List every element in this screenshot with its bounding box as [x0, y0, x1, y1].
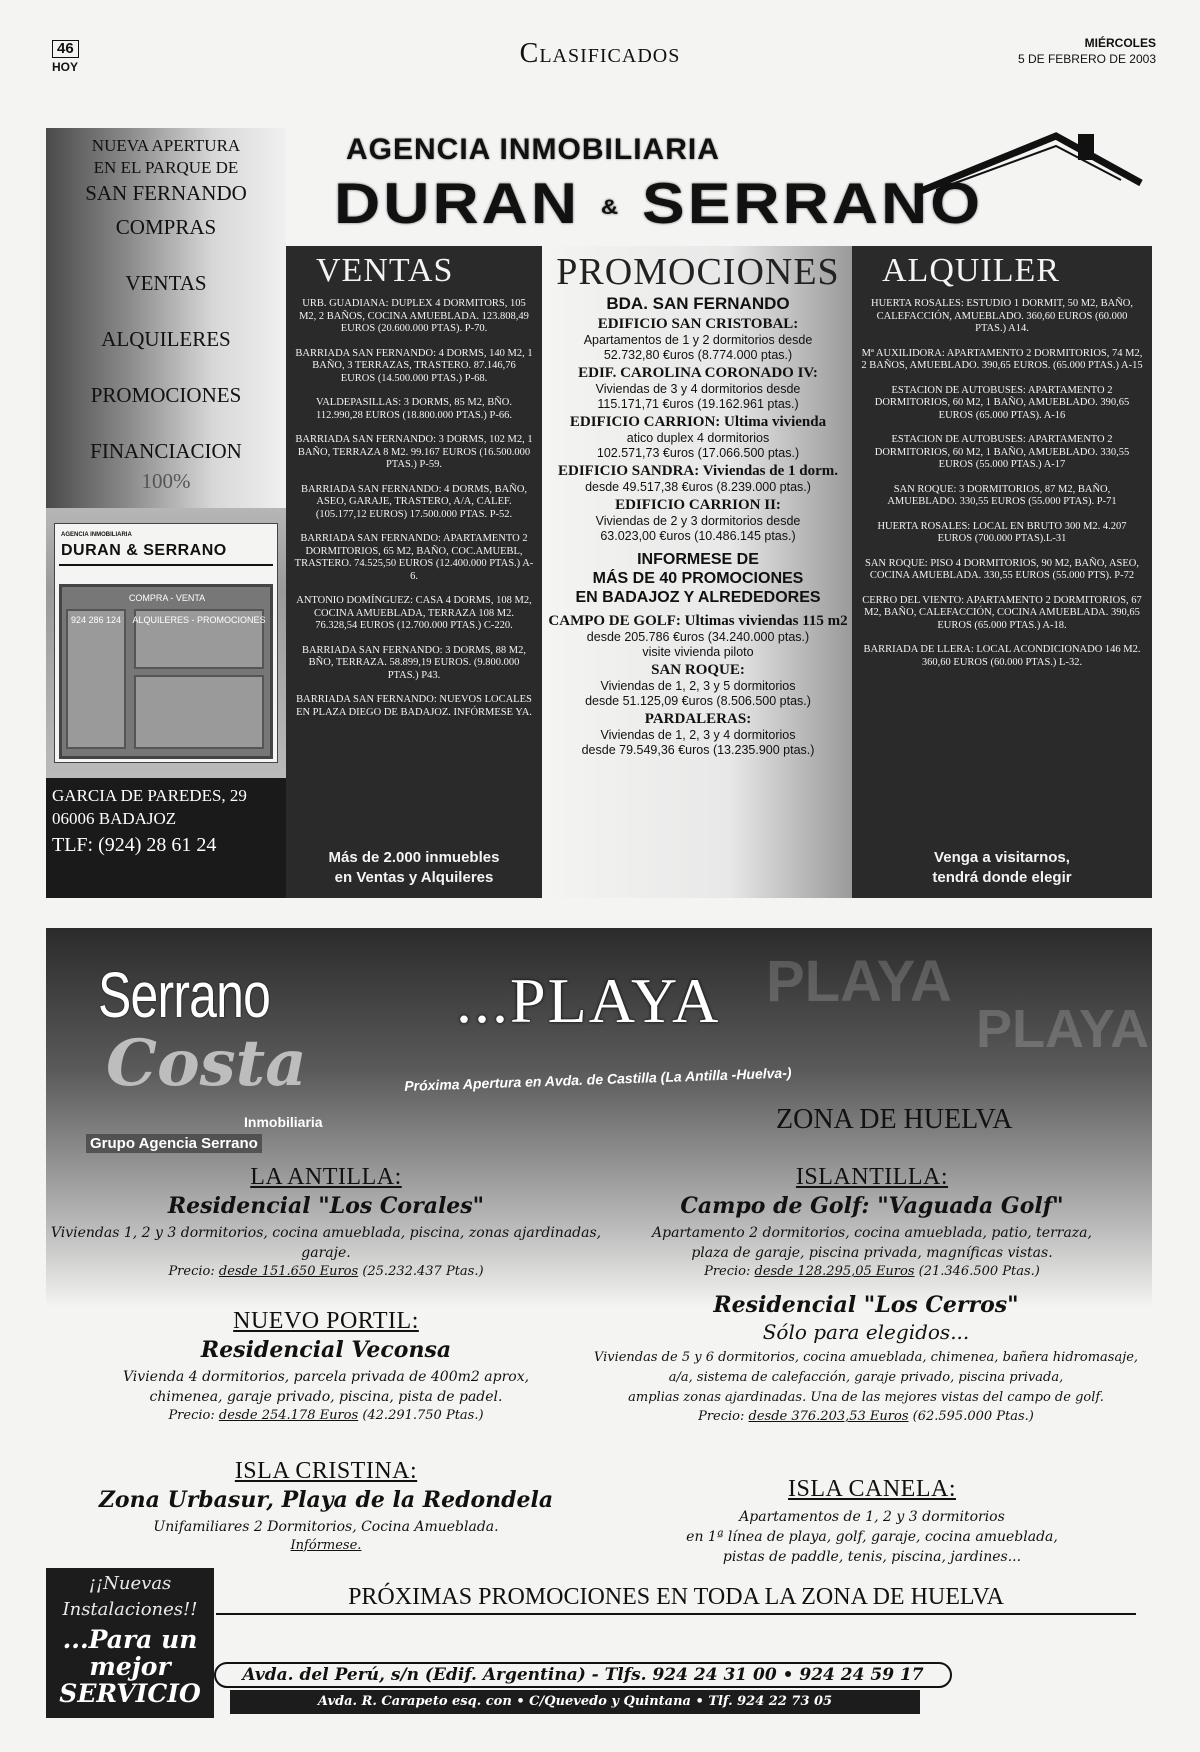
price-suffix: (62.595.000 Ptas.) [908, 1409, 1034, 1424]
service-ventas: VENTAS [125, 271, 207, 295]
ventas-item: BARRIADA SAN FERNANDO: APARTAMENTO 2 DORMITORIOS, 65 M2, BAÑO, COC.AMUEBL, TRASTERO. 74.525,50 EUROS (12.400.000 PTAS.) A-6. [294, 533, 534, 582]
mejor-line-3: SERVICIO [59, 1679, 201, 1708]
serrano-costa-ad [46, 928, 1152, 1718]
listing-title: LA ANTILLA: [250, 1164, 402, 1190]
promo-desc: Viviendas de 3 y 4 dormitorios desde [595, 382, 801, 396]
price-suffix: (21.346.500 Ptas.) [914, 1264, 1040, 1279]
address-block [46, 778, 286, 898]
promo-desc: desde 49.517,38 €uros (8.239.000 ptas.) [585, 480, 811, 494]
listing-body: Viviendas de 5 y 6 dormitorios, cocina amueblada, chimenea, bañera hidromasaje, [593, 1350, 1139, 1365]
opening-line-1: NUEVA APERTURA [91, 136, 241, 155]
listing-la-antilla [46, 1164, 606, 1281]
brand-duran: DURAN [334, 170, 581, 236]
alquiler-item: Mª AUXILIDORA: APARTAMENTO 2 DORMITORIOS, 74 M2, 2 BAÑOS, AMUEBLADO. 390,65 EUROS. (65.000 PTAS.) A-15 [861, 347, 1143, 371]
listing-body: amplias zonas ajardinadas. Una de las mejores vistas del campo de golf. [628, 1390, 1104, 1405]
alquiler-item: ESTACION DE AUTOBUSES: APARTAMENTO 2 DORMITORIOS, 60 M2, 1 BAÑO, AMUEBLADO. 330,55 EUROS (55.000 PTAS.) A-17 [874, 434, 1130, 470]
listing-subtitle: Residencial Veconsa [200, 1337, 452, 1363]
listing-subtitle: Zona Urbasur, Playa de la Redondela [98, 1487, 554, 1513]
inform-line-2: MÁS DE 40 PROMOCIONES [592, 570, 804, 587]
listing-body: pistas de paddle, tenis, piscina, jardines... [722, 1549, 1022, 1565]
listing-islantilla [592, 1164, 1152, 1281]
address-bar: Avda. R. Carapeto esq. con • C/Quevedo y Quintana • Tlf. 924 22 73 05 [230, 1690, 920, 1714]
storefront [59, 584, 273, 759]
price-prefix: Precio: [704, 1264, 755, 1279]
storefront-sign: COMPRA - VENTA [128, 593, 206, 603]
alquiler-item: HUERTA ROSALES: LOCAL EN BRUTO 300 M2. 4.207 EUROS (700.000 PTAS).L-31 [877, 520, 1127, 544]
listing-subtitle: Campo de Golf: "Vaguada Golf" [680, 1193, 1064, 1219]
opening-line-2: EN EL PARQUE DE [93, 158, 239, 177]
storefront-window-2 [134, 675, 264, 749]
page-header [0, 0, 1200, 110]
storefront-photo [54, 523, 278, 763]
section-title: Clasificados [519, 38, 681, 69]
header-day: MIÉRCOLES [1084, 36, 1156, 50]
price-suffix: (42.291.750 Ptas.) [358, 1408, 484, 1423]
price-prefix: Precio: [168, 1264, 219, 1279]
house-roof-icon [906, 128, 1146, 198]
listing-nuevo-portil [46, 1308, 606, 1425]
service-100: 100% [141, 469, 191, 493]
alquiler-footer [852, 848, 1152, 888]
mini-logo-rule [59, 564, 273, 566]
price-main: Infórmese. [290, 1538, 362, 1553]
listing-body: Unifamiliares 2 Dormitorios, Cocina Amueblada. [153, 1519, 499, 1535]
listing-tagline: Sólo para elegidos... [762, 1320, 970, 1344]
alquiler-item: BARRIADA DE LLERA: LOCAL ACONDICIONADO 146 M2. 360,60 EUROS (60.000 PTAS.) L-32. [863, 644, 1141, 668]
promo-name: CAMPO DE GOLF: Ultimas viviendas 115 m2 [548, 613, 848, 629]
listing-body: chimenea, garaje privado, piscina, pista de padel. [149, 1389, 503, 1405]
nuevas-line-2: Instalaciones!! [62, 1599, 198, 1620]
publication-name: HOY [52, 60, 79, 74]
alquiler-item: HUERTA ROSALES: ESTUDIO 1 DORMIT, 50 M2, BAÑO, CALEFACCIÓN, AMUEBLADO. 360,60 EUROS (60.000 PTAS.) A14. [870, 298, 1133, 334]
promo-desc: 63.023,00 €uros (10.486.145 ptas.) [600, 529, 796, 543]
promo-desc: Apartamentos de 1 y 2 dormitorios desde [583, 333, 813, 347]
listing-body: en 1ª línea de playa, golf, garaje, cocina amueblada, [686, 1529, 1058, 1545]
service-alquileres: ALQUILERES [101, 327, 231, 351]
promo-desc: visite vivienda piloto [642, 645, 754, 659]
promo-desc: desde 79.549,36 €uros (13.235.900 ptas.) [581, 743, 815, 757]
inform-line-3: EN BADAJOZ Y ALREDEDORES [575, 589, 821, 606]
listing-body: Apartamentos de 1, 2 y 3 dormitorios [739, 1509, 1005, 1525]
ventas-column [286, 246, 542, 898]
promo-desc: 52.732,80 €uros (8.774.000 ptas.) [603, 348, 793, 362]
promociones-list [544, 316, 852, 544]
promo-desc: Viviendas de 2 y 3 dormitorios desde [595, 514, 801, 528]
inform-line-1: INFORMESE DE [637, 551, 759, 568]
watermark-1: PLAYA [766, 949, 952, 1014]
listing-price [46, 1407, 606, 1425]
promo-desc: atico duplex 4 dormitorios [626, 431, 770, 445]
service-promociones: PROMOCIONES [90, 383, 242, 407]
brand-costa: Costa [106, 1026, 307, 1101]
price-main: desde 151.650 Euros [218, 1264, 359, 1279]
promo-name: EDIF. CAROLINA CORONADO IV: [578, 365, 818, 381]
page-number: 46 [52, 40, 79, 58]
watermark-2: PLAYA [976, 999, 1150, 1059]
agency-line: AGENCIA INMOBILIARIA [346, 133, 720, 166]
agency-brand [334, 170, 983, 237]
alquiler-item: CERRO DEL VIENTO: APARTAMENTO 2 DORMITORIOS, 67 M2, BAÑO, CALEFACCIÓN, COCINA AMUEBLADA. 390,65 EUROS (65.000 PTAS.) A-18. [862, 594, 1142, 631]
listing-title: ISLA CANELA: [788, 1476, 956, 1502]
duran-serrano-ad [46, 128, 1152, 898]
ventas-item: BARRIADA SAN FERNANDO: 3 DORMS, 88 M2, BÑO, TERRAZA. 58.899,19 EUROS. (9.800.000 PTAS.) P43. [301, 644, 527, 681]
promociones-column [544, 246, 852, 898]
price-main: desde 128.295,05 Euros [754, 1264, 915, 1279]
price-prefix: Precio: [168, 1408, 219, 1423]
promo-desc: desde 51.125,09 €uros (8.506.500 ptas.) [585, 694, 811, 708]
alquiler-column [852, 246, 1152, 898]
brand-inmobiliaria: Inmobiliaria [244, 1114, 323, 1130]
playa-title: ...PLAYA [456, 965, 721, 1036]
ventas-item: BARRIADA SAN FERNANDO: NUEVOS LOCALES EN PLAZA DIEGO DE BADAJOZ. INFÓRMESE YA. [296, 694, 532, 718]
listing-body: plaza de garaje, piscina privada, magníficas vistas. [691, 1245, 1053, 1261]
listing-isla-cristina [46, 1458, 606, 1555]
alquiler-item: ESTACION DE AUTOBUSES: APARTAMENTO 2 DORMITORIOS, 60 M2, 1 BAÑO, AMUEBLADO. 390,65 EUROS (65.000 PTAS). A-16 [874, 384, 1130, 421]
promociones-list-2 [544, 613, 852, 758]
ventas-footer [286, 848, 542, 888]
mejor-line-2: mejor [89, 1652, 171, 1681]
mejor-line-1: ...Para un [62, 1625, 198, 1654]
zone-title: ZONA DE HUELVA [776, 1104, 1013, 1135]
listing-title: ISLA CRISTINA: [234, 1458, 418, 1484]
alquiler-list [860, 298, 1144, 669]
alquiler-title: ALQUILER [882, 252, 1060, 289]
listing-subtitle: Residencial "Los Corales" [167, 1193, 485, 1219]
mini-logo: DURAN & SERRANO [61, 542, 227, 559]
alquiler-item: SAN ROQUE: PISO 4 DORMITORIOS, 90 M2, BAÑO, ASEO, COCINA AMUEBLADA. 330,55 EUROS (55.000 PTS). P-72 [864, 557, 1139, 581]
promo-desc: 115.171,71 €uros (19.162.961 ptas.) [597, 397, 799, 411]
listing-body: a/a, sistema de calefacción, garaje privado, piscina privada, [668, 1370, 1064, 1385]
listing-body: Vivienda 4 dormitorios, parcela privada de 400m2 aprox, [122, 1369, 530, 1385]
phone-number: TLF: (924) 28 61 24 [52, 834, 217, 856]
promo-name: EDIFICIO CARRION: Ultima vivienda [569, 414, 827, 430]
address-pill: Avda. del Perú, s/n (Edif. Argentina) - Tlfs. 924 24 31 00 • 924 24 59 17 [214, 1662, 952, 1688]
brand-serrano: Serrano [98, 959, 271, 1031]
listing-title: ISLANTILLA: [795, 1164, 949, 1190]
listing-isla-canela [592, 1476, 1152, 1567]
price-main: desde 376.203,53 Euros [748, 1409, 909, 1424]
ventas-item: BARRIADA SAN FERNANDO: 3 DORMS, 102 M2, 1 BAÑO, TERRAZA 8 M2. 99.167 EUROS (16.500.000 PTAS.) P-59. [295, 434, 533, 470]
listing-price [46, 1263, 606, 1281]
ventas-list [294, 298, 534, 719]
brand-serrano: SERRANO [642, 170, 984, 236]
header-date: 5 DE FEBRERO DE 2003 [1017, 52, 1156, 66]
promociones-subtitle: BDA. SAN FERNANDO [606, 294, 790, 313]
promo-name: SAN ROQUE: [651, 662, 745, 678]
ventas-footer-1: Más de 2.000 inmuebles [328, 849, 500, 866]
price-prefix: Precio: [698, 1409, 749, 1424]
address-line-1: GARCIA DE PAREDES, 29 [52, 786, 247, 805]
storefront-phone: 924 286 124 [70, 615, 122, 625]
left-panel [46, 128, 286, 898]
ventas-item: ANTONIO DOMÍNGUEZ: CASA 4 DORMS, 108 M2, COCINA AMUEBLADA, TERRAZA 108 M2. 76.328,54 EUROS (12.700.000 PTAS.) C-220. [296, 595, 532, 631]
promotions-banner: PRÓXIMAS PROMOCIONES EN TODA LA ZONA DE HUELVA [216, 1584, 1136, 1615]
ventas-item: URB. GUADIANA: DUPLEX 4 DORMITORS, 105 M2, 2 BAÑOS, COCINA AMUEBLADA. 123.808,49 EUROS (20.600.000 PTAS). P-70. [299, 298, 529, 334]
nuevas-line-1: ¡¡Nuevas [88, 1573, 172, 1594]
promo-name: PARDALERAS: [644, 711, 752, 727]
ventas-footer-2: en Ventas y Alquileres [334, 869, 494, 886]
service-compras: COMPRAS [115, 215, 217, 239]
listing-subtitle: Residencial "Los Cerros" [713, 1292, 1019, 1318]
ventas-item: BARRIADA SAN FERNANDO: 4 DORMS, 140 M2, 1 BAÑO, 3 TERRAZAS, TRASTERO. 87.146,76 EUROS (14.500.000 PTAS.) P-68. [295, 347, 533, 384]
mini-logo-top: AGENCIA INMOBILIARIA [61, 532, 132, 538]
alquiler-footer-1: Venga a visitarnos, [934, 849, 1070, 866]
promo-desc: Viviendas de 1, 2, 3 y 4 dormitorios [600, 728, 796, 742]
ventas-title: VENTAS [316, 252, 454, 289]
ventas-item: BARRIADA SAN FERNANDO: 4 DORMS, BAÑO, ASEO, GARAJE, TRASTERO, A/A, CALEF. (105.177,12 EUROS) 17.500.000 PTAS. P-52. [300, 483, 528, 520]
promo-name: EDIFICIO SANDRA: Viviendas de 1 dorm. [557, 463, 839, 479]
address-line-2: 06006 BADAJOZ [52, 809, 177, 828]
storefront-sub: ALQUILERES - PROMOCIONES [132, 615, 266, 625]
promociones-title: PROMOCIONES [556, 251, 840, 293]
brand-ampersand: & [600, 195, 622, 220]
listing-los-cerros [566, 1290, 1152, 1426]
listing-body: Apartamento 2 dormitorios, cocina amueblada, patio, terraza, [652, 1225, 1092, 1241]
nuevas-instalaciones-box [46, 1568, 214, 1718]
price-suffix: (25.232.437 Ptas.) [358, 1264, 484, 1279]
price-main: desde 254.178 Euros [218, 1408, 359, 1423]
promo-desc: 102.571,73 €uros (17.066.500 ptas.) [596, 446, 800, 460]
ventas-item: VALDEPASILLAS: 3 DORMS, 85 M2, BÑO. 112.990,28 EUROS (18.800.000 PTAS.) P-66. [315, 397, 513, 421]
promo-desc: desde 205.786 €uros (34.240.000 ptas.) [586, 630, 810, 644]
promo-desc: Viviendas de 1, 2, 3 y 5 dormitorios [600, 679, 796, 693]
listing-title: NUEVO PORTIL: [233, 1308, 419, 1334]
service-financiacion: FINANCIACION [90, 439, 242, 463]
promociones-inform [544, 550, 852, 607]
alquiler-item: SAN ROQUE: 3 DORMITORIOS, 87 M2, BAÑO, AMUEBLADO. 330,55 EUROS (55.000 PTAS). P-71 [887, 483, 1117, 507]
listing-price [46, 1537, 606, 1555]
promo-name: EDIFICIO CARRION II: [615, 497, 781, 513]
listing-price [592, 1263, 1152, 1281]
listing-body: Viviendas 1, 2 y 3 dormitorios, cocina amueblada, piscina, zonas ajardinadas, garaje. [50, 1225, 602, 1261]
opening-place: SAN FERNANDO [85, 181, 247, 205]
brand-group: Grupo Agencia Serrano [86, 1134, 262, 1153]
opening-notice: Próxima Apertura en Avda. de Castilla (La Antilla -Huelva-) [404, 1064, 792, 1094]
storefront-door [66, 609, 126, 749]
promo-name: EDIFICIO SAN CRISTOBAL: [597, 316, 799, 332]
listing-price [566, 1408, 1152, 1426]
alquiler-footer-2: tendrá donde elegir [932, 869, 1072, 886]
